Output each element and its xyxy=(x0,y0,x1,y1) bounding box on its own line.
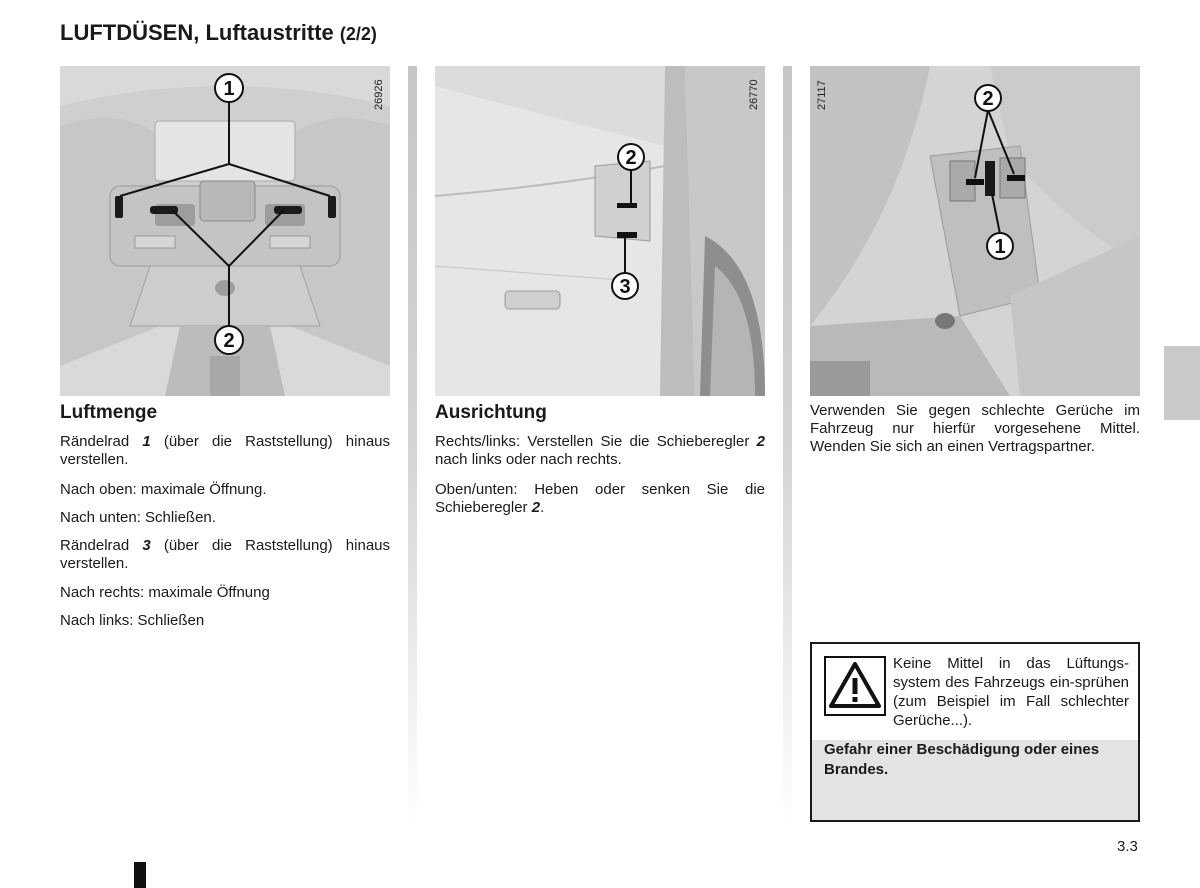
paragraph: Nach unten: Schließen. xyxy=(60,509,216,526)
image-reference-number: 26926 xyxy=(373,79,385,110)
page-number: 3.3 xyxy=(1117,838,1138,855)
page-title xyxy=(60,20,377,46)
rear-vents-illustration xyxy=(810,66,1140,396)
image-reference-number: 26770 xyxy=(748,79,760,110)
column-divider xyxy=(783,66,792,826)
warning-triangle-icon xyxy=(824,656,886,716)
footer-mark xyxy=(134,862,146,888)
paragraph: Rändelrad 3 (über die Raststellung) hinaus verstellen. xyxy=(60,537,390,572)
title-part: (2/2) xyxy=(339,24,377,44)
section-heading-luftmenge: Luftmenge xyxy=(60,402,158,423)
warning-bold-text: Gefahr einer Beschädigung oder eines Brandes. xyxy=(824,741,1100,778)
title-text: LUFTDÜSEN, Luftaustritte xyxy=(60,20,334,45)
svg-text:1: 1 xyxy=(223,78,235,100)
svg-text:2: 2 xyxy=(223,330,235,352)
image-reference-number: 27117 xyxy=(816,80,828,110)
paragraph: Rechts/links: Verstellen Sie die Schieberegler 2 nach links oder nach rechts. xyxy=(435,433,765,468)
paragraph: Nach links: Schließen xyxy=(60,612,205,629)
dashboard-vents-illustration xyxy=(60,66,390,396)
svg-text:1: 1 xyxy=(994,236,1006,258)
column-divider xyxy=(408,66,417,826)
svg-text:3: 3 xyxy=(619,276,631,298)
callout-3 xyxy=(612,273,638,299)
callout-2 xyxy=(215,326,243,354)
warning-text: Keine Mittel in das Lüftungs-system des Fahrzeugs ein-sprühen (zum Beispiel im Fall schlechter Gerüche...). xyxy=(893,655,1129,729)
svg-text:2: 2 xyxy=(625,147,637,169)
svg-text:2: 2 xyxy=(982,88,994,110)
paragraph: Nach rechts: maximale Öffnung xyxy=(60,584,270,601)
chapter-tab xyxy=(1164,346,1200,420)
section-heading-ausrichtung: Ausrichtung xyxy=(435,402,547,423)
callout-1 xyxy=(987,233,1013,259)
warning-box xyxy=(810,642,1140,822)
paragraph: Oben/unten: Heben oder senken Sie die Schieberegler 2. xyxy=(435,481,765,516)
paragraph: Verwenden Sie gegen schlechte Gerüche im Fahrzeug nur hierfür vorgesehene Mittel. Wenden Sie sich an einen Vertragspartner. xyxy=(810,402,1140,455)
callout-1 xyxy=(215,74,243,102)
side-vent-illustration xyxy=(435,66,765,396)
callout-2 xyxy=(975,85,1001,111)
callout-2 xyxy=(618,144,644,170)
paragraph: Rändelrad 1 (über die Raststellung) hinaus verstellen. xyxy=(60,433,390,468)
paragraph: Nach oben: maximale Öffnung. xyxy=(60,481,267,498)
